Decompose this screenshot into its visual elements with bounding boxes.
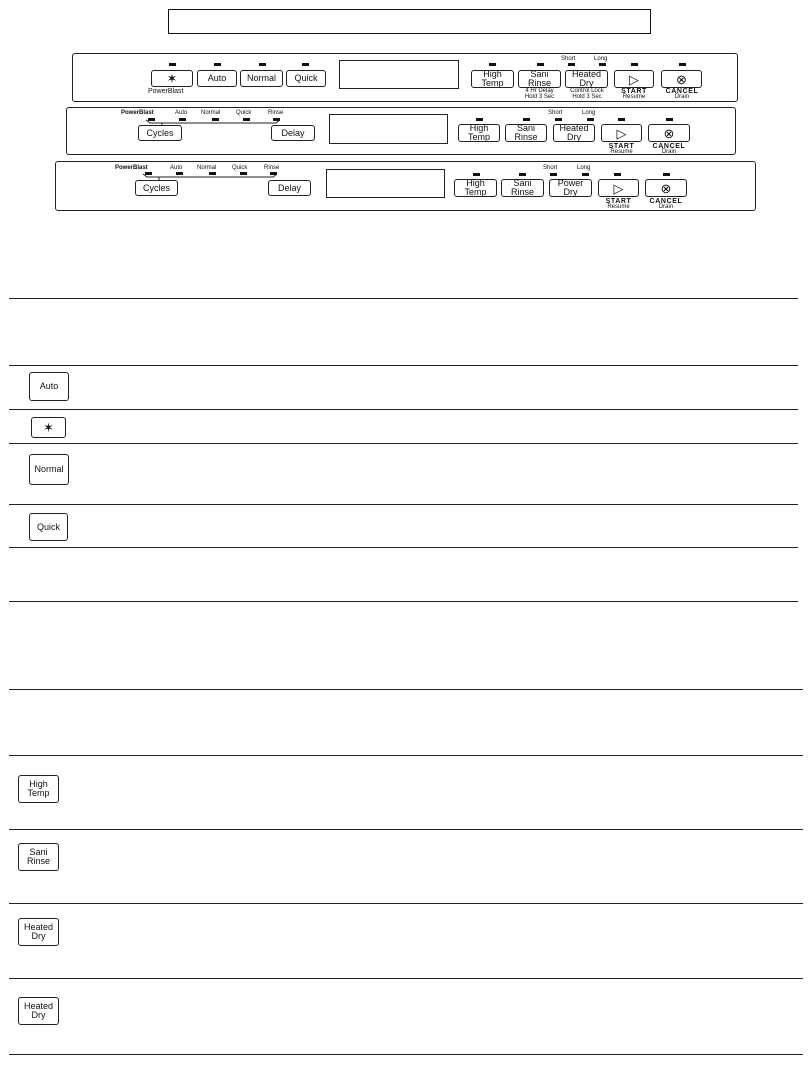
resume-label: Resume [622,94,646,100]
hold-label-b: Hold 3 Sec [572,94,602,100]
table-rule [9,409,798,410]
high-temp-led [476,118,483,121]
cancel-label: CANCEL [649,198,683,205]
delay-button[interactable]: Delay [268,180,311,196]
powerblast-button [31,417,66,438]
short-led [555,118,562,121]
rinse-text: Rinse [514,132,538,142]
start-label: START [605,198,632,205]
short-label: Short [543,165,558,171]
table-rule [9,689,803,690]
rinse-text: Rinse [527,78,551,88]
auto-button[interactable]: Auto [197,70,237,87]
start-led [618,118,625,121]
start-led [614,173,621,176]
sani-text: Sani [29,847,48,857]
cycles-button[interactable]: Cycles [138,125,182,141]
dry-text: Dry [31,1010,46,1020]
display-window [339,60,459,89]
sani-rinse-button [18,843,59,871]
cancel-button[interactable] [645,179,687,197]
heated-text: Heated [571,69,602,79]
auto-label: Auto [170,165,183,171]
sani-rinse-led [537,63,544,66]
quick-button: Quick [29,513,68,541]
dry-text: Dry [567,132,581,142]
cancel-led [679,63,686,66]
long-led [599,63,606,66]
sani-rinse-led [523,118,530,121]
start-led [631,63,638,66]
sani-text: Sani [530,69,549,79]
auto-led [214,63,221,66]
start-button[interactable] [601,124,642,142]
cancel-button[interactable] [661,70,702,88]
table-rule [9,504,798,505]
cancel-icon: ⊗ [676,71,687,87]
short-led [550,173,557,176]
heated-dry-button[interactable] [565,70,608,88]
rinse-text: Rinse [26,856,50,866]
hr-delay-label: 4 Hr Delay [525,88,554,94]
high-text: High [483,69,502,79]
control-lock-label: Control Lock [570,88,604,94]
play-icon: ▷ [613,180,624,196]
table-rule [9,547,798,548]
drain-label: Drain [674,94,690,100]
high-temp-led [489,63,496,66]
auto-button: Auto [29,372,69,401]
sani-rinse-button[interactable] [501,179,544,197]
short-label: Short [561,56,576,62]
long-label: Long [577,165,591,171]
powerblast-led [169,63,176,66]
dry-text: Dry [563,187,578,197]
power-dry-button[interactable] [549,179,592,197]
quick-label: Quick [236,110,252,116]
temp-text: Temp [481,78,504,88]
long-label: Long [582,110,596,116]
temp-text: Temp [27,788,50,798]
cycles-button[interactable]: Cycles [135,180,178,196]
power-text: Power [557,178,584,188]
powerblast-label: PowerBlast [115,165,148,171]
high-text: High [466,178,485,188]
display-window [326,169,445,198]
heated-text: Heated [23,1001,54,1011]
table-rule [9,601,798,602]
rinse-label: Rinse [264,165,280,171]
high-temp-button[interactable] [458,124,500,142]
table-rule [9,829,803,830]
resume-label: Resume [610,149,633,155]
resume-label: Resume [607,204,630,210]
quick-button[interactable]: Quick [286,70,326,87]
short-label: Short [548,110,563,116]
cancel-led [663,173,670,176]
high-temp-button [18,775,59,803]
table-rule [9,443,798,444]
dry-text: Dry [579,78,594,88]
cancel-led [666,118,673,121]
dry-text: Dry [31,931,46,941]
cancel-icon: ⊗ [663,125,675,141]
high-temp-led [473,173,480,176]
quick-led [302,63,309,66]
rinse-text: Rinse [510,187,534,197]
delay-button[interactable]: Delay [271,125,315,141]
sani-rinse-button[interactable] [518,70,561,88]
table-rule [9,365,798,366]
start-button[interactable] [598,179,639,197]
high-text: High [29,779,48,789]
sani-rinse-led [519,173,526,176]
long-label: Long [594,56,608,62]
drain-label: Drain [661,149,677,155]
rinse-label: Rinse [268,110,284,116]
start-label: START [621,88,647,95]
powerblast-icon: ✶ [43,420,54,435]
normal-button: Normal [29,454,69,485]
cancel-label: CANCEL [652,143,686,150]
long-led [582,173,589,176]
powerblast-label: PowerBlast [121,110,154,116]
start-label: START [608,143,635,150]
cancel-button[interactable] [648,124,690,142]
high-temp-button[interactable] [454,179,497,197]
normal-label: Normal [197,165,217,171]
powerblast-icon: ✶ [166,71,178,86]
hold-label-a: Hold 3 Sec [524,94,555,100]
powerblast-button[interactable] [151,70,193,87]
sani-rinse-button[interactable] [505,124,547,142]
heated-dry-button[interactable] [553,124,595,142]
play-icon: ▷ [616,125,627,141]
temp-text: Temp [467,132,490,142]
temp-text: Temp [464,187,487,197]
high-temp-button[interactable] [471,70,514,88]
heated-dry-button [18,918,59,946]
heated-dry-button [18,997,59,1025]
heated-text: Heated [23,922,54,932]
table-rule [9,978,803,979]
drain-label: Drain [658,204,674,210]
title-frame [168,9,651,34]
display-window [329,114,448,144]
sani-text: Sani [513,178,532,188]
play-icon: ▷ [629,71,639,87]
quick-label: Quick [232,165,248,171]
long-led [587,118,594,121]
normal-button[interactable]: Normal [240,70,283,87]
normal-led [259,63,266,66]
cancel-label: CANCEL [665,88,699,95]
auto-label: Auto [175,110,188,116]
table-rule [9,298,798,299]
table-rule [9,755,803,756]
normal-label: Normal [201,110,221,116]
table-rule [9,903,803,904]
start-button[interactable] [614,70,654,88]
table-rule [9,1054,803,1055]
short-led [568,63,575,66]
cancel-icon: ⊗ [660,180,672,196]
powerblast-label: PowerBlast [148,88,184,95]
high-text: High [469,123,489,133]
heated-text: Heated [559,123,589,133]
sani-text: Sani [516,123,535,133]
